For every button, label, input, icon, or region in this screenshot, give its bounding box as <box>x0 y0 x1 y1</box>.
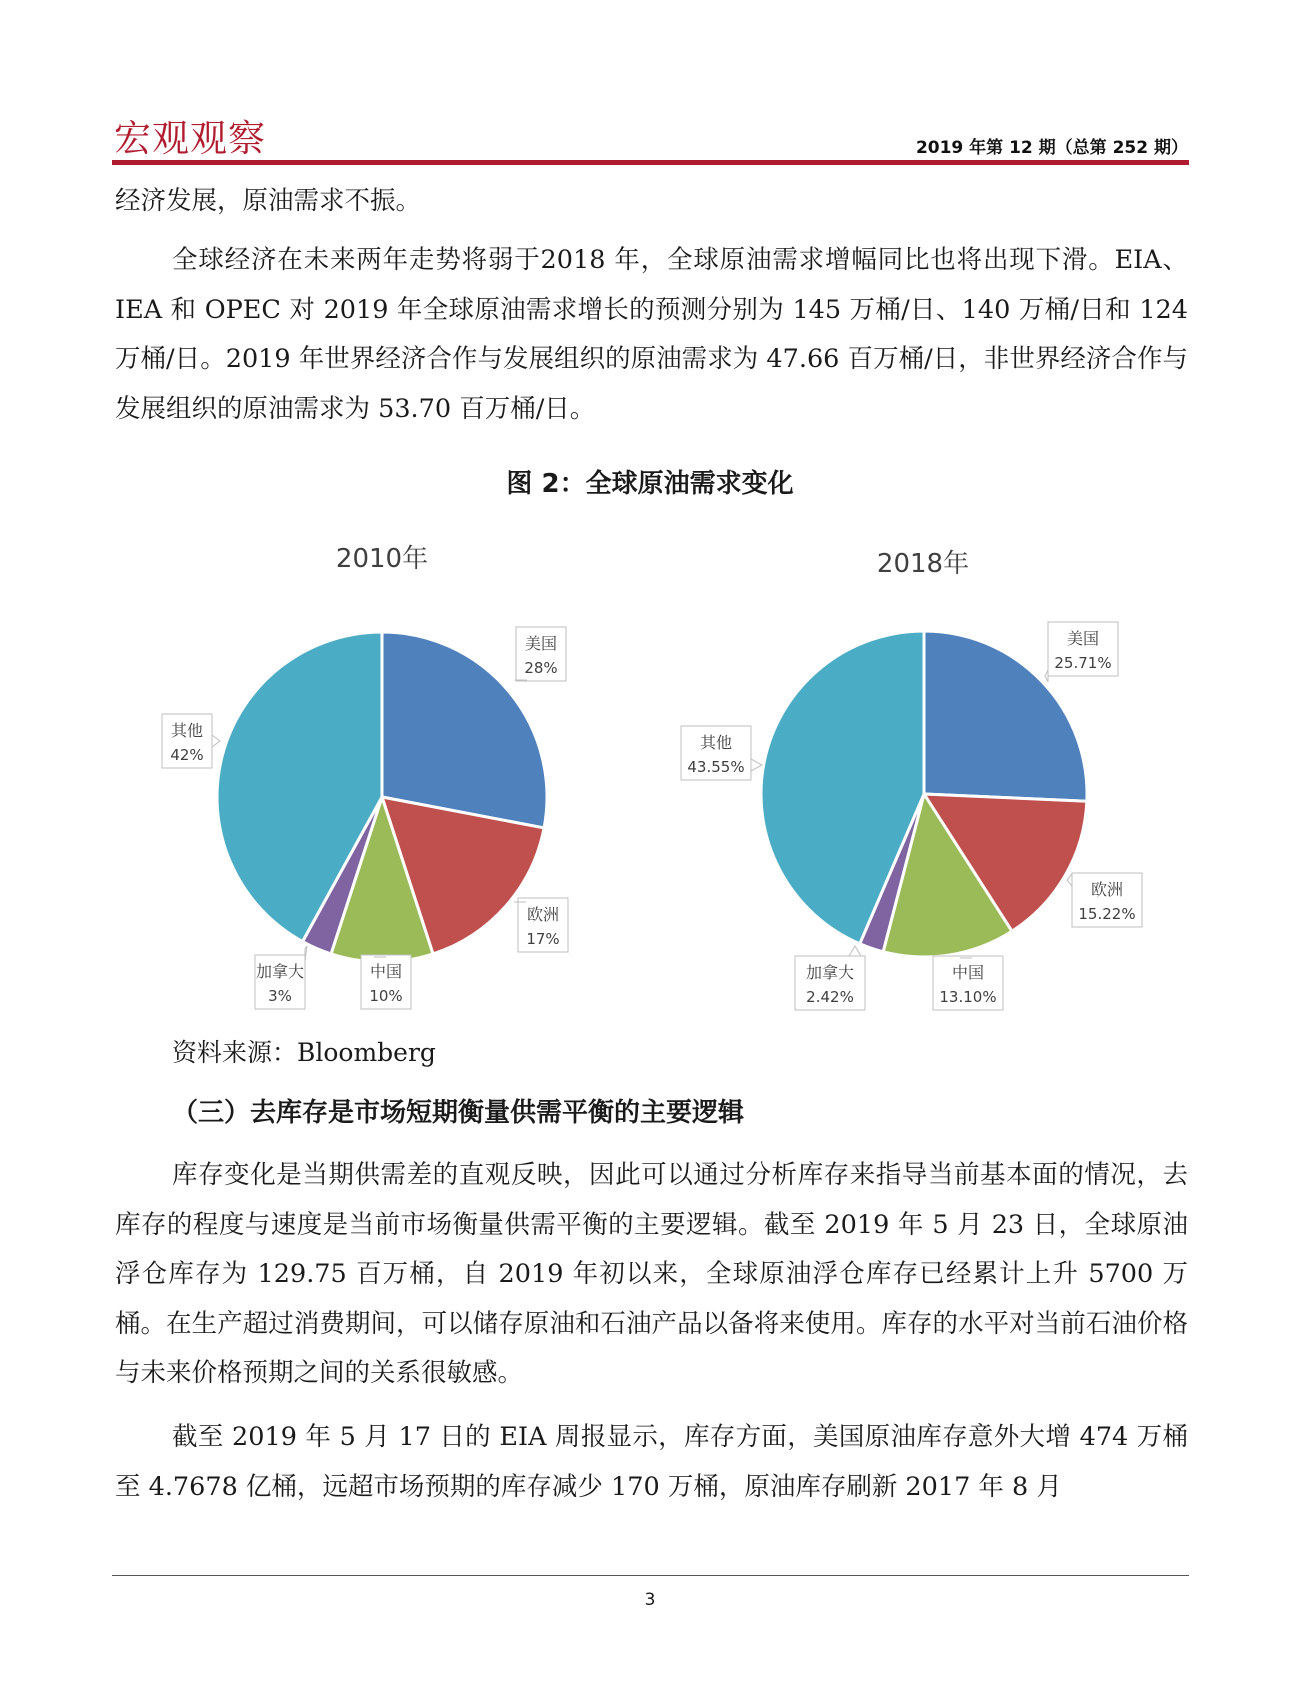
chart-2018-title: 2018年 <box>876 549 970 579</box>
slice-name: 其他 <box>170 721 204 740</box>
slice-name: 美国 <box>1066 629 1100 648</box>
slice-value: 42% <box>170 746 204 764</box>
slice-label <box>933 956 1003 1010</box>
slice-name: 美国 <box>524 634 558 653</box>
slice-name: 欧洲 <box>1090 880 1124 899</box>
slice-value: 3% <box>268 987 292 1005</box>
paragraph-eia-report: 截至 2019 年 5 月 17 日的 EIA 周报显示，库存方面，美国原油库存意外大增 474 万桶至 4.7678 亿桶，远超市场预期的库存减少 170 万桶，原油库存刷新 2017 年 8 月 <box>115 1422 1188 1502</box>
slice-name: 中国 <box>951 963 985 982</box>
header-title: 宏观观察 <box>114 117 266 160</box>
page-number: 3 <box>644 1590 656 1610</box>
slice-name: 其他 <box>699 733 733 752</box>
slice-value: 13.10% <box>939 988 997 1006</box>
slice-label <box>1067 873 1142 927</box>
slice-name: 中国 <box>369 962 403 981</box>
slice-value: 15.22% <box>1078 905 1136 923</box>
slice-value: 2.42% <box>806 988 854 1006</box>
slice-value: 28% <box>524 659 558 677</box>
slice-label <box>1045 622 1118 682</box>
issue-number: 2019 年第 12 期（总第 252 期） <box>915 138 1188 158</box>
slice-value: 10% <box>369 987 403 1005</box>
slice-label <box>681 726 762 780</box>
paragraph-demand-forecast: 全球经济在未来两年走势将弱于2018 年，全球原油需求增幅同比也将出现下滑。EIA、IEA 和 OPEC 对 2019 年全球原油需求增长的预测分别为 145 万桶/日、140 万桶/日和 124 万桶/日。2019 年世界经济合作与发展组织的原油需求为 47.66 百万桶/日，非世界经济合作与发展组织的原油需求为 53.70 百万桶/日。 <box>115 245 1188 424</box>
slice-name: 欧洲 <box>526 905 560 924</box>
figure-title: 图 2：全球原油需求变化 <box>506 469 794 499</box>
figure-source: 资料来源：Bloomberg <box>172 1038 436 1067</box>
slice-label <box>795 946 865 1010</box>
slice-value: 17% <box>526 930 560 948</box>
section-heading: （三）去库存是市场短期衡量供需平衡的主要逻辑 <box>172 1098 745 1128</box>
slice-name: 加拿大 <box>805 963 855 982</box>
slice-name: 加拿大 <box>255 962 305 981</box>
slice-value: 43.55% <box>687 758 745 776</box>
chart-2010-title: 2010年 <box>335 544 429 574</box>
footer-divider <box>112 1575 1189 1576</box>
slice-value: 25.71% <box>1054 654 1112 672</box>
paragraph-inventory: 库存变化是当期供需差的直观反映，因此可以通过分析库存来指导当前基本面的情况，去库存的程度与速度是当前市场衡量供需平衡的主要逻辑。截至 2019 年 5 月 23 日，全球原油浮仓库存为 129.75 百万桶，自 2019 年初以来，全球原油浮仓库存已经累计上升 5700 万桶。在生产超过消费期间，可以储存原油和石油产品以备将来使用。库存的水平对当前石油价格与未来价格预期之间的关系很敏感。 <box>115 1160 1188 1388</box>
paragraph-continuation: 经济发展，原油需求不振。 <box>115 186 422 216</box>
